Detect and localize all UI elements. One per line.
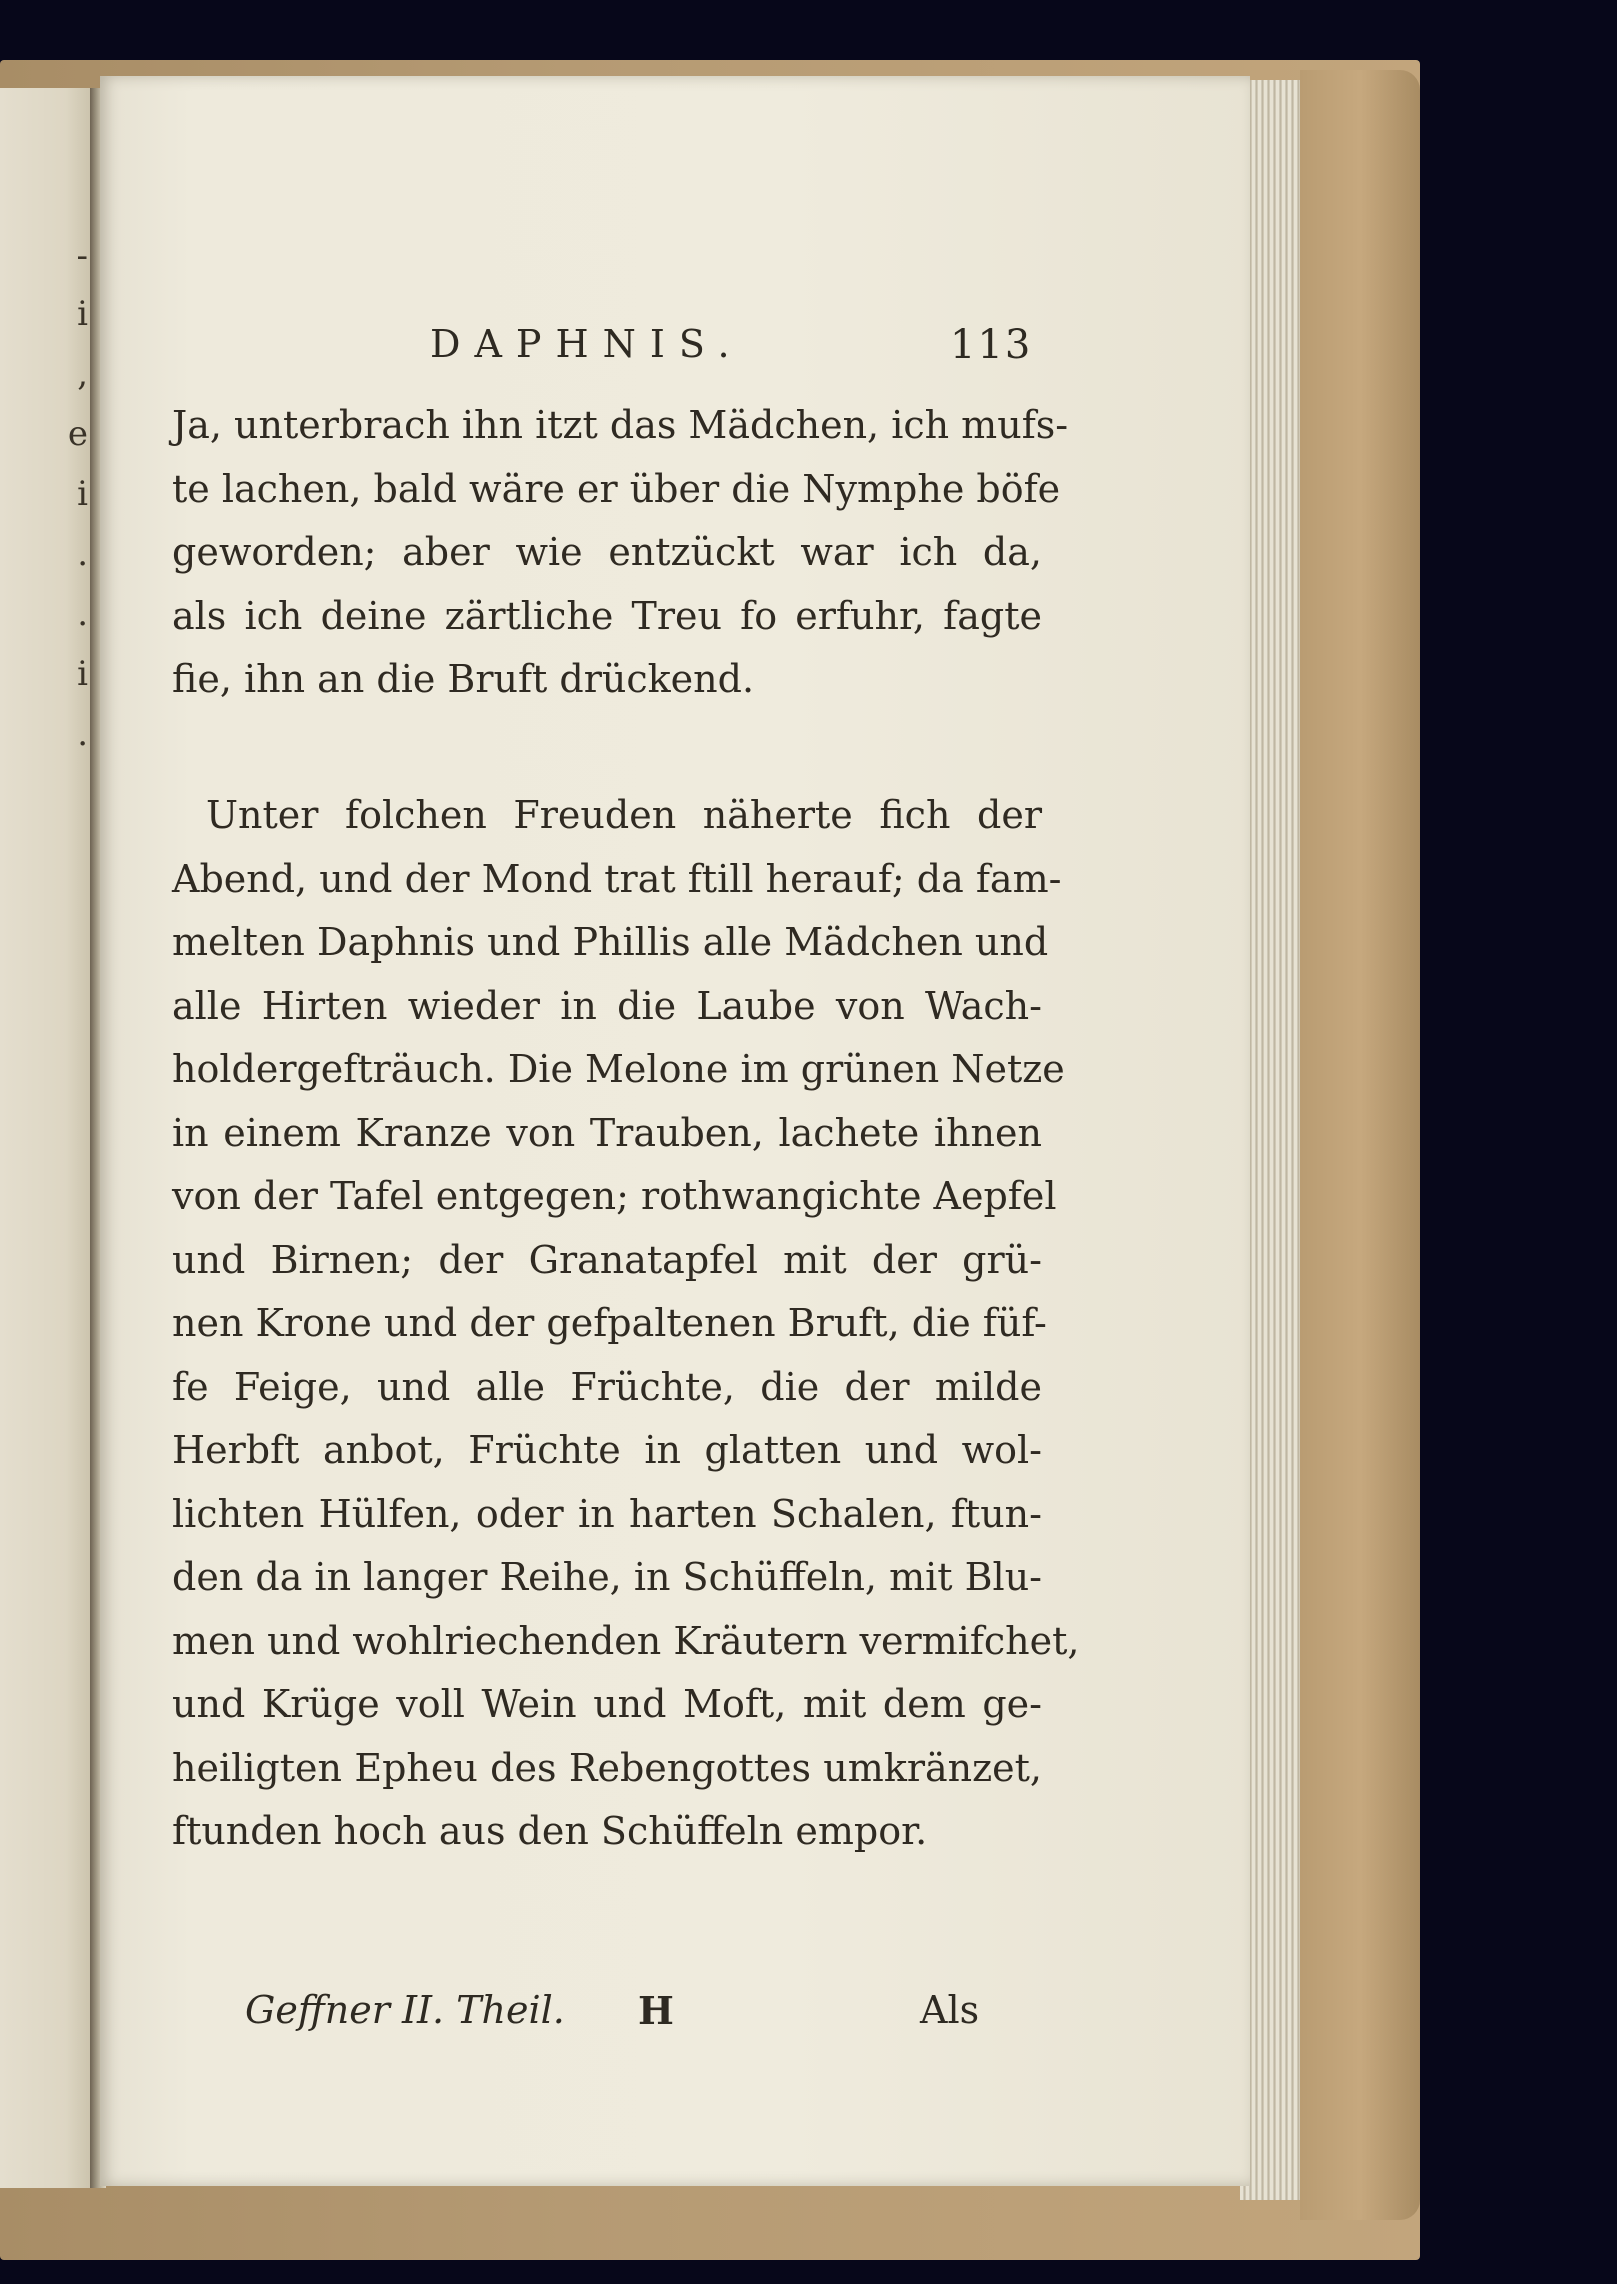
text-line: den da in langer Reihe, in Schüffeln, mit Blu- (172, 1555, 1043, 1599)
text-line: fe Feige, und alle Früchte, die der milde (172, 1364, 1042, 1409)
text-line: und Birnen; der Granatapfel mit der grü- (172, 1237, 1042, 1282)
text-line: melten Daphnis und Phillis alle Mädchen und (172, 920, 1049, 964)
text-line: lichten Hülfen, oder in harten Schalen, ftun- (172, 1491, 1042, 1536)
text-line: von der Tafel entgegen; rothwangichte Aepfel (172, 1174, 1057, 1218)
running-title: DAPHNIS. (430, 322, 744, 366)
text-line: te lachen, bald wäre er über die Nymphe böfe (172, 466, 1061, 511)
left-page-edge (0, 88, 94, 2188)
left-page-fragment: . (77, 714, 88, 754)
text-line: nen Krone und der gefpaltenen Bruft, die füf- (172, 1301, 1047, 1345)
text-line: Abend, und der Mond trat ftill herauf; da fam- (172, 856, 1062, 901)
signature-line: Geffner II. Theil. (245, 1988, 565, 2032)
text-line: heiligten Epheu des Rebengottes umkränzet, (172, 1745, 1042, 1790)
left-page-fragment: i (77, 294, 88, 334)
left-page-fragment: . (77, 594, 88, 634)
paragraph (172, 394, 1069, 712)
left-page-fragment: e (67, 414, 88, 454)
text-line: Herbft anbot, Früchte in glatten und wol- (172, 1428, 1042, 1472)
text-line: holdergefträuch. Die Melone im grünen Netze (172, 1047, 1065, 1091)
text-line: fie, ihn an die Bruft drückend. (172, 657, 755, 701)
paragraph (172, 784, 1080, 1864)
page-header (100, 322, 1250, 382)
text-line: men und wohlriechenden Kräutern vermifchet, (172, 1618, 1080, 1663)
catchword: Als (920, 1988, 980, 2032)
left-page-fragment: i (77, 654, 88, 694)
page-footer (100, 1988, 1250, 2048)
page-number: 113 (950, 322, 1033, 368)
text-line: in einem Kranze von Trauben, lachete ihnen (172, 1110, 1042, 1155)
right-page (100, 76, 1250, 2186)
left-page-fragment: - (76, 236, 88, 276)
text-line: alle Hirten wieder in die Laube von Wach- (172, 983, 1042, 1028)
sheet-mark: H (638, 1988, 674, 2033)
text-line: und Krüge voll Wein und Moft, mit dem ge- (172, 1682, 1042, 1726)
text-line: geworden; aber wie entzückt war ich da, (172, 530, 1042, 574)
text-line: Ja, unterbrach ihn itzt das Mädchen, ich mufs- (172, 403, 1069, 447)
text-line: als ich deine zärtliche Treu fo erfuhr, fagte (172, 593, 1042, 638)
text-line: ftunden hoch aus den Schüffeln empor. (172, 1809, 928, 1853)
left-page-fragment: , (77, 354, 88, 394)
text-line: Unter folchen Freuden näherte fich der (206, 793, 1042, 837)
book-fore-edge (1300, 70, 1420, 2220)
left-page-fragment: i (77, 474, 88, 514)
left-page-fragment: . (77, 534, 88, 574)
